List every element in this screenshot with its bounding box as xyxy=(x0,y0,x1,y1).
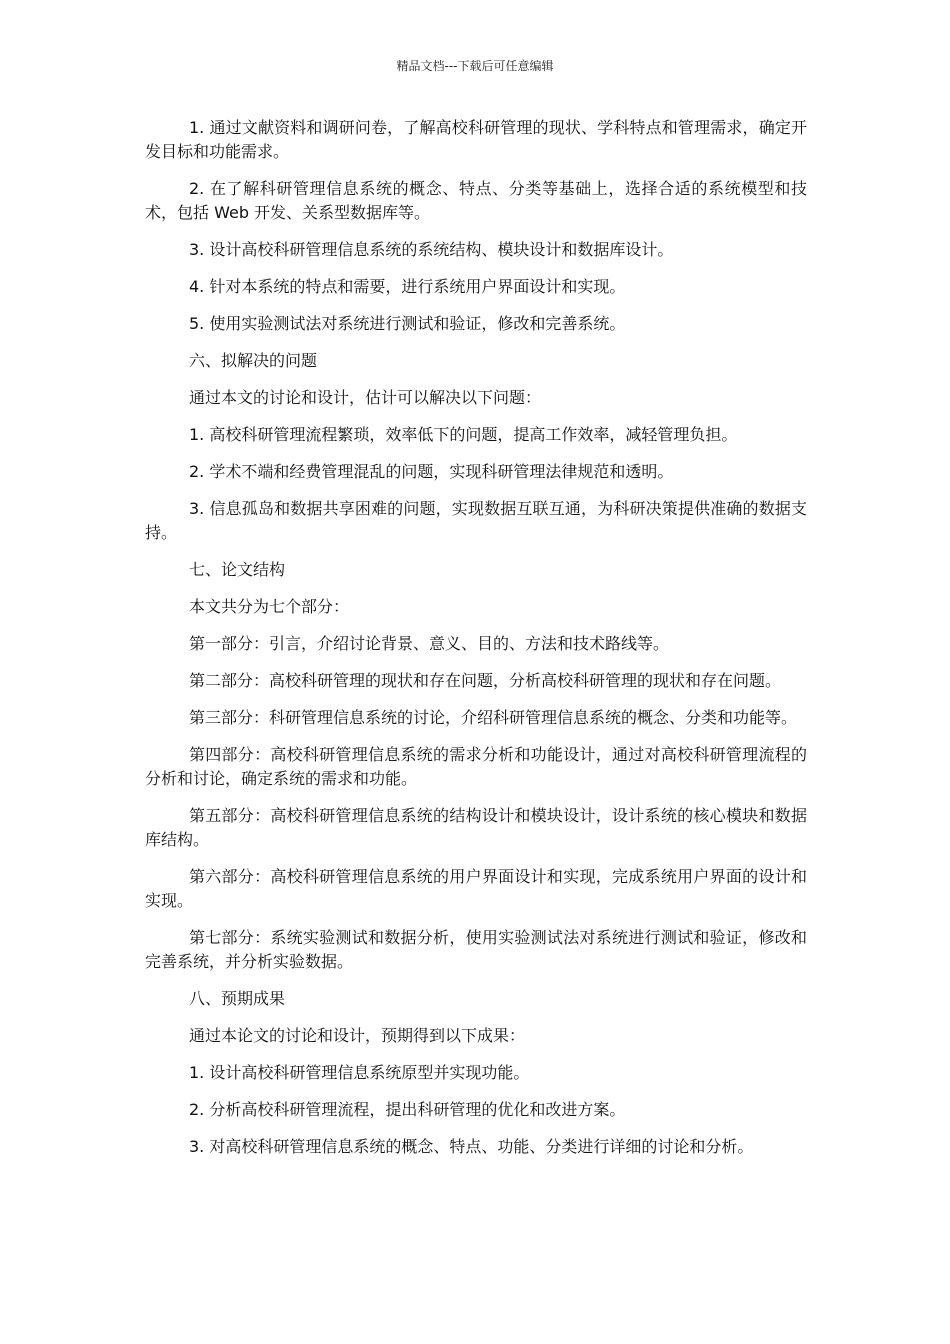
paragraph-structure-intro: 本文共分为七个部分： xyxy=(189,597,350,616)
paragraph-part-5: 第五部分：高校科研管理信息系统的结构设计和模块设计，设计系统的核心模块和数据库结构。 xyxy=(145,806,807,849)
paragraph-part-6: 第六部分：高校科研管理信息系统的用户界面设计和实现，完成系统用户界面的设计和实现。 xyxy=(145,867,807,910)
paragraph-part-7: 第七部分：系统实验测试和数据分析，使用实验测试法对系统进行测试和验证，修改和完善系统，并分析实验数据。 xyxy=(145,928,807,971)
paragraph-part-3: 第三部分：科研管理信息系统的讨论，介绍科研管理信息系统的概念、分类和功能等。 xyxy=(189,708,798,727)
section-heading-outcomes: 八、预期成果 xyxy=(189,989,286,1008)
paragraph-outcome-3: 3. 对高校科研管理信息系统的概念、特点、功能、分类进行详细的讨论和分析。 xyxy=(189,1137,754,1156)
paragraph-method-3: 3. 设计高校科研管理信息系统的系统结构、模块设计和数据库设计。 xyxy=(189,240,674,259)
paragraph-outcome-1: 1. 设计高校科研管理信息系统原型并实现功能。 xyxy=(189,1063,530,1082)
paragraph-problem-3: 3. 信息孤岛和数据共享困难的问题，实现数据互联互通，为科研决策提供准确的数据支持。 xyxy=(145,499,807,542)
page-header: 精品文档---下载后可任意编辑 xyxy=(396,59,554,73)
paragraph-part-1: 第一部分：引言，介绍讨论背景、意义、目的、方法和技术路线等。 xyxy=(189,634,670,653)
document-body xyxy=(145,116,807,1172)
paragraph-outcomes-intro: 通过本论文的讨论和设计，预期得到以下成果： xyxy=(189,1026,526,1045)
paragraph-method-2: 2. 在了解科研管理信息系统的概念、特点、分类等基础上，选择合适的系统模型和技术，包括 Web 开发、关系型数据库等。 xyxy=(145,179,807,222)
section-heading-problems: 六、拟解决的问题 xyxy=(189,351,318,370)
section-heading-structure: 七、论文结构 xyxy=(189,560,286,579)
paragraph-part-2: 第二部分：高校科研管理的现状和存在问题，分析高校科研管理的现状和存在问题。 xyxy=(189,671,782,690)
paragraph-problems-intro: 通过本文的讨论和设计，估计可以解决以下问题： xyxy=(189,388,542,407)
paragraph-outcome-2: 2. 分析高校科研管理流程，提出科研管理的优化和改进方案。 xyxy=(189,1100,626,1119)
paragraph-problem-1: 1. 高校科研管理流程繁琐，效率低下的问题，提高工作效率，减轻管理负担。 xyxy=(189,425,738,444)
paragraph-method-1: 1. 通过文献资料和调研问卷，了解高校科研管理的现状、学科特点和管理需求，确定开发目标和功能需求。 xyxy=(145,118,807,161)
paragraph-method-5: 5. 使用实验测试法对系统进行测试和验证，修改和完善系统。 xyxy=(189,314,626,333)
paragraph-part-4: 第四部分：高校科研管理信息系统的需求分析和功能设计，通过对高校科研管理流程的分析和讨论，确定系统的需求和功能。 xyxy=(145,745,807,788)
paragraph-method-4: 4. 针对本系统的特点和需要，进行系统用户界面设计和实现。 xyxy=(189,277,626,296)
paragraph-problem-2: 2. 学术不端和经费管理混乱的问题，实现科研管理法律规范和透明。 xyxy=(189,462,674,481)
